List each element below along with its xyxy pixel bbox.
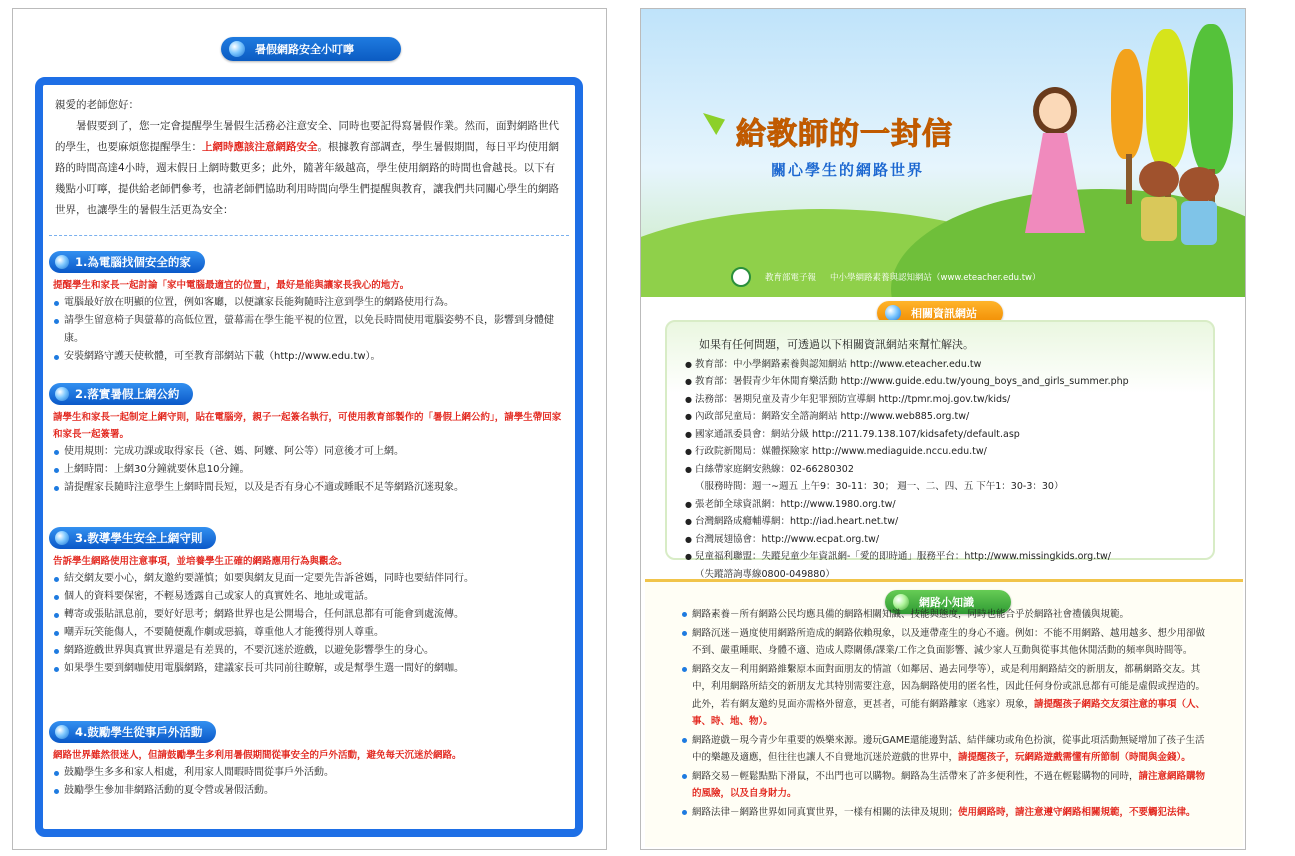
resources-title: 相關資訊網站: [911, 307, 977, 320]
list-item: ● 兒童福利聯盟：失蹤兒童少年資訊網-「愛的即時通」服務平台：http://www.missingkids.org.tw/: [685, 548, 1205, 566]
section-title: 4.鼓勵學生從事戶外活動: [49, 721, 216, 743]
list-item: 上網時間：上網30分鐘就要休息10分鐘。: [53, 461, 568, 479]
intro-text: [55, 95, 563, 221]
tree: [1189, 24, 1233, 174]
list-item: ● 行政院新聞局：媒體探險家 http://www.mediaguide.nccu.edu.tw/: [685, 443, 1205, 461]
banner-illustration: [641, 9, 1245, 297]
list-item: 網路遊戲－現今青少年重要的娛樂來源。邊玩GAME還能邊對話、結伴練功或角色扮演，從事此項活動無疑增加了孩子生活中的樂趣及適應，但往往也讓人不自覺地沉迷於遊戲的世界中，請提醒孩子，玩網路遊戲需懂有所節制（時間與金錢）。: [681, 732, 1213, 767]
section-lead: 告訴學生網路使用注意事項，並培養學生正確的網路應用行為與觀念。: [53, 556, 348, 567]
knowledge-list: [681, 606, 1213, 822]
list-item: 網路交友－利用網路維繫原本面對面朋友的情誼（如鄰居、過去同學等），或是利用網路結交的新朋友，都稱網路交友。其中，利用網路所結交的新朋友尤其特別需要注意，因為網路使用的匿名性，因此任何身份或訊息都有可能是虛假或捏造的。此外，若有網友邀約見面亦需格外留意，更甚者，可能有網路離家（逃家）現象，請提醒孩子網路交友須注意的事項（人、事、時、地、物）。: [681, 661, 1213, 731]
list-item: ● 台灣展翅協會：http://www.ecpat.org.tw/: [685, 531, 1205, 549]
bubble-icon: [55, 725, 69, 739]
arrow-icon: [703, 113, 725, 135]
section-2: [53, 383, 568, 497]
list-item: ● 台灣網路成癮輔導網：http://iad.heart.net.tw/: [685, 513, 1205, 531]
list-item: 鼓勵學生參加非網路活動的夏令營或暑假活動。: [53, 782, 568, 800]
list-item: 網路法律－網路世界如同真實世界，一樣有相關的法律及規則；使用網路時，請注意遵守網路相關規範，不要觸犯法律。: [681, 804, 1213, 822]
bubble-icon: [55, 255, 69, 269]
list-item: 嘲弄玩笑能傷人，不要隨便亂作劇或惡搞，尊重他人才能獲得別人尊重。: [53, 624, 568, 642]
resources-intro: 如果有任何問題，可透過以下相關資訊網站來幫忙解決。: [699, 338, 974, 351]
list-item: ● 白絲帶家庭網安熱線：02-66280302: [685, 461, 1205, 479]
bubble-icon: [55, 387, 69, 401]
list-item: 請學生留意椅子與螢幕的高低位置，螢幕需在學生能平視的位置，以免長時間使用電腦姿勢不良，影響到身體健康。: [53, 312, 568, 348]
right-page: [640, 8, 1246, 850]
footer-org1: 教育部電子報: [765, 273, 817, 283]
section-title: 2.落實暑假上網公約: [49, 383, 193, 405]
list-item: 如果學生要到網咖使用電腦網路，建議家長可共同前往瞭解，或是幫學生選一間好的網咖。: [53, 660, 568, 678]
footer-org2: 中小學網路素養與認知網站（www.eteacher.edu.tw）: [830, 273, 1041, 283]
section-lead: 網路世界雖然很迷人，但請鼓勵學生多利用暑假期間從事安全的戶外活動，避免每天沉迷於網路。: [53, 750, 462, 761]
list-item: ● 教育部：中小學網路素養與認知網站 http://www.eteacher.edu.tw: [685, 356, 1205, 374]
resources-box: [665, 320, 1215, 580]
list-item: ● 法務部：暑期兒童及青少年犯罪預防宣導網 http://tpmr.moj.gov.tw/kids/: [685, 391, 1205, 409]
list-item: 請提醒家長隨時注意學生上網時間長短，以及是否有身心不適或睡眠不足等網路沉迷現象。: [53, 479, 568, 497]
section-title: 3.教導學生安全上網守則: [49, 527, 216, 549]
section-lead: 提醒學生和家長一起討論「家中電腦最適宜的位置」，最好是能與讓家長我心的地方。: [53, 280, 410, 291]
section-title: 1.為電腦找個安全的家: [49, 251, 205, 273]
knowledge-title: 網路小知識: [919, 596, 974, 609]
list-item: 安裝網路守護天使軟體，可至教育部網站下載（http://www.edu.tw）。: [53, 348, 568, 366]
section-1: [53, 251, 568, 366]
tree: [1146, 29, 1188, 169]
section-4: [53, 721, 568, 800]
list-item: 網路交易－輕鬆點點下滑鼠，不出門也可以購物。網路為生活帶來了許多便利性，不過在輕鬆購物的同時，請注意網路購物的風險，以及自身財力。: [681, 768, 1213, 803]
list-item: ● 國家通訊委員會：網站分級 http://211.79.138.107/kidsafety/default.asp: [685, 426, 1205, 444]
child-body: [1181, 201, 1217, 245]
intro-paragraph: 暑假要到了，您一定會提醒學生暑假生活務必注意安全、同時也要記得寫暑假作業。然而，面對網路世代的學生，也要麻煩您提醒學生：上網時應該注意網路安全。根據教育部調查，學生暑假期間，每日平均使用網路的時間高達4小時，週末假日上網時數更多；此外，隨著年級越高，學生使用網路的時間也會越長。以下有幾點小叮嚀，提供給老師們參考，也請老師們協助利用時間向學生們提醒與教育，讓我們共同關心學生的網路世界，也讓學生的暑假生活更為安全：: [55, 120, 559, 216]
list-item: 網路沉迷－過度使用網路所造成的網路依賴現象，以及連帶產生的身心不適。例如：不能不用網路、越用越多、想少用卻做不到、嚴重睡眠、身體不適、造成人際關係/課業/工作之負面影響、減少家人互動與從事其他休閒活動的頻率與時間等。: [681, 625, 1213, 660]
section-lead: 請學生和家長一起制定上網守則，貼在電腦旁，親子一起簽名執行，可使用教育部製作的「暑假上網公約」，請學生帶回家和家長一起簽署。: [53, 412, 562, 440]
list-item: 網路遊戲世界與真實世界還是有差異的，不要沉迷於遊戲，以避免影響學生的身心。: [53, 642, 568, 660]
left-page: [12, 8, 607, 850]
child-hair: [1139, 161, 1179, 197]
bubble-icon: [885, 305, 901, 321]
list-item: 鼓勵學生多多和家人相處，利用家人閒暇時間從事戶外活動。: [53, 764, 568, 782]
greeting: 親愛的老師您好：: [55, 99, 139, 111]
list-item: 電腦最好放在明顯的位置，例如客廳，以便讓家長能夠隨時注意到學生的網路使用行為。: [53, 294, 568, 312]
tree: [1111, 49, 1143, 159]
right-title: 給教師的一封信: [736, 117, 953, 152]
left-content-box: [35, 77, 583, 837]
list-item: 結交網友要小心，網友邀約要謹慎；如要與網友見面一定要先告訴爸媽，同時也要結伴同行。: [53, 570, 568, 588]
list-item-note: （失蹤諮詢專線0800-049880）: [695, 568, 835, 580]
list-item: ● 內政部兒童局：網路安全諮詢網站 http://www.web885.org.tw/: [685, 408, 1205, 426]
left-title: 暑假網路安全小叮嚀: [255, 43, 354, 56]
section-3: [53, 527, 568, 678]
ministry-logo-icon: [731, 267, 751, 287]
teacher-face: [1039, 93, 1071, 129]
list-item: 網路素養－所有網路公民均應具備的網路相關知識、技能與態度，同時也能合乎於網路社會禮儀與規範。: [681, 606, 1213, 624]
list-item: ● 張老師全球資訊網：http://www.1980.org.tw/: [685, 496, 1205, 514]
tree-trunk: [1126, 154, 1132, 204]
knowledge-box: [645, 579, 1243, 847]
right-subtitle: 關心學生的網路世界: [771, 161, 925, 179]
resources-list: [685, 336, 1205, 583]
bubble-icon: [229, 41, 245, 57]
intro-highlight: 上網時應該注意網路安全: [202, 141, 318, 153]
banner-footer: [731, 264, 1201, 290]
child-hair: [1179, 167, 1219, 203]
list-item: 使用規則：完成功課或取得家長（爸、媽、阿嬤、阿公等）同意後才可上網。: [53, 443, 568, 461]
list-item: 轉寄或張貼訊息前，要好好思考；網路世界也是公開場合，任何訊息都有可能會到處流傳。: [53, 606, 568, 624]
list-item-note: （服務時間：週一∼週五 上午9：30-11：30； 週一、二、四、五 下午1：30-3：30）: [695, 481, 1064, 492]
divider: [49, 235, 569, 236]
left-title-pill: [221, 37, 401, 61]
list-item: ● 教育部：暑假青少年休閒育樂活動 http://www.guide.edu.tw/young_boys_and_girls_summer.php: [685, 373, 1205, 391]
teacher-dress: [1025, 133, 1085, 233]
bubble-icon: [55, 531, 69, 545]
child-body: [1141, 197, 1177, 241]
list-item: 個人的資料要保密，不輕易透露自己或家人的真實姓名、地址或電話。: [53, 588, 568, 606]
